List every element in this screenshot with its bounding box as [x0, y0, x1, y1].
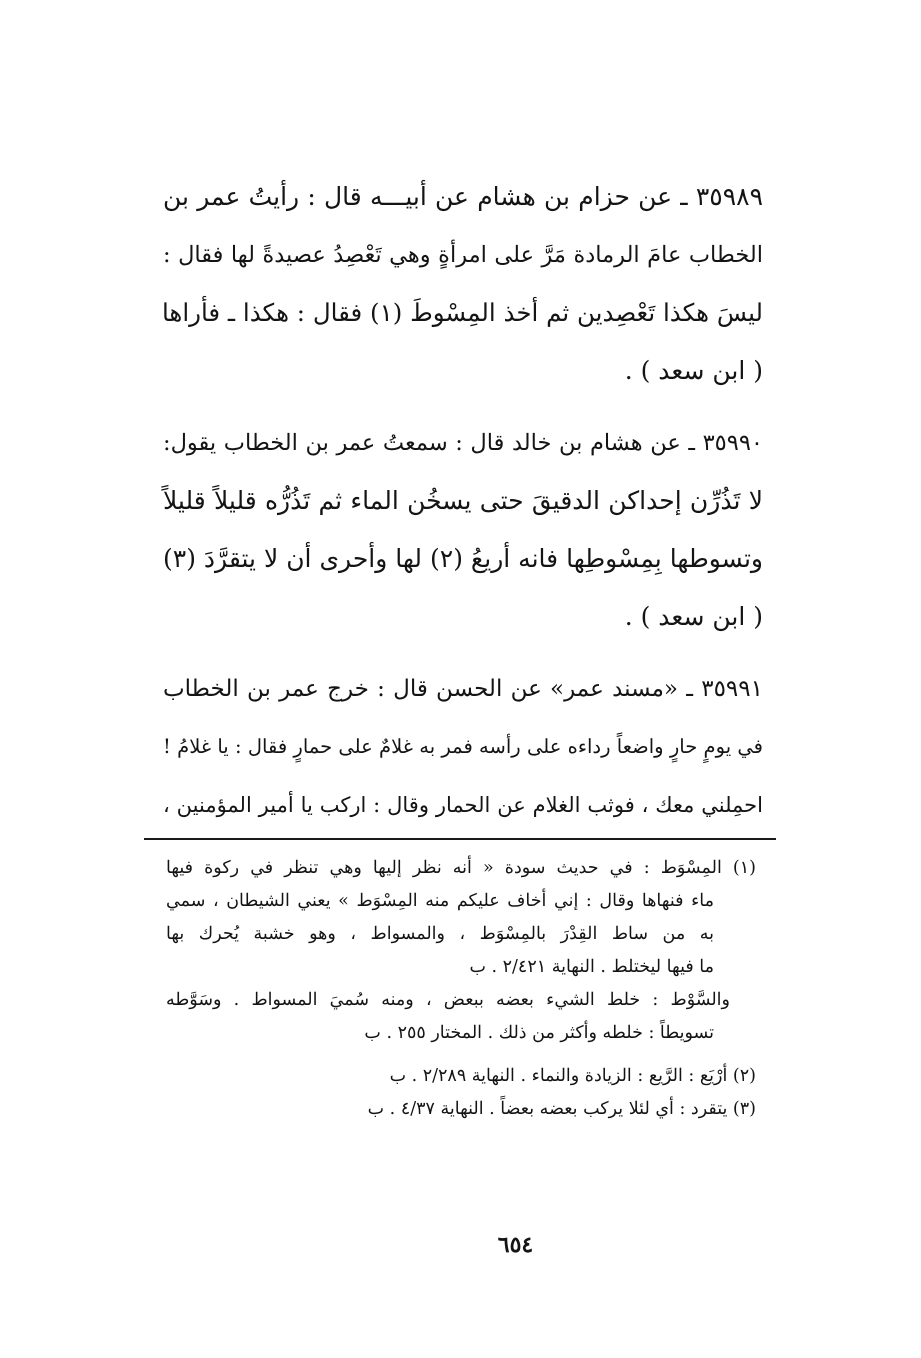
hadith-35989-source: ( ابن سعد ) . — [624, 356, 763, 385]
footnote-2: (٢) أرْيَع : الرَّيع : الزيادة والنماء . النهاية ٢/٢٨٩ . ب — [389, 1066, 756, 1086]
footnote-1-line-1: (١) المِسْوَط : في حديث سودة « أنه نظر إليها وهي تنظر في ركوة فيها — [166, 858, 756, 878]
hadith-35989-line-1: ٣٥٩٨٩ ـ عن حزام بن هشام عن أبيـــه قال : رأيتُ عمر بن — [163, 182, 763, 211]
hadith-35990-source: ( ابن سعد ) . — [624, 602, 763, 631]
hadith-35990-line-1: ٣٥٩٩٠ ـ عن هشام بن خالد قال : سمعتُ عمر بن الخطاب يقول: — [163, 430, 763, 456]
footnote-1-line-3: به من ساط القِدْرَ بالمِسْوَط ، والمسواط ، وهو خشبة يُحرك بها — [166, 924, 714, 944]
footnotes — [166, 852, 756, 1126]
hadith-35989-line-3: ليسَ هكذا تَعْصِدين ثم أخذ المِسْوطَ (١) فقال : هكذا ـ فأراها — [161, 298, 763, 327]
hadith-35991-line-1: ٣٥٩٩١ ـ «مسند عمر» عن الحسن قال : خرج عمر بن الخطاب — [163, 676, 763, 702]
page-number: ٦٥٤ — [497, 1232, 534, 1258]
footnote-1-line-6: تسويطاً : خلطه وأكثر من ذلك . المختار ٢٥٥ . ب — [364, 1023, 714, 1043]
footnote-1-line-5: والسَّوْط : خلط الشيء بعضه ببعض ، ومنه سُميَ المسواط . وسَوَّطه — [166, 990, 730, 1010]
main-text — [163, 168, 763, 834]
hadith-35990-line-2: لا تَذُرِّن إحداكن الدقيقَ حتى يسخُن الماء ثم تَذُرُّه قليلاً قليلاً — [163, 486, 763, 515]
hadith-35990-line-3: وتسوطها بِمِسْوطِها فانه أريعُ (٢) لها وأحرى أن لا يتقرَّدَ (٣) — [163, 544, 763, 573]
footnote-1-line-4: ما فيها ليختلط . النهاية ٢/٤٢١ . ب — [469, 957, 714, 977]
footnote-1-line-2: ماء فنهاها وقال : إني أخاف عليكم منه المِسْوَط » يعني الشيطان ، سمي — [166, 891, 714, 911]
hadith-35989-line-2: الخطاب عامَ الرمادة مَرَّ على امرأةٍ وهي تَعْصِدُ عصيدةً لها فقال : — [163, 242, 763, 268]
footnote-3: (٣) يتقرد : أي لئلا يركب بعضه بعضاً . النهاية ٤/٣٧ . ب — [367, 1099, 756, 1119]
hadith-35991-line-3: احمِلني معك ، فوثب الغلام عن الحمار وقال : اركب يا أمير المؤمنين ، — [163, 793, 763, 817]
footnote-divider — [144, 838, 776, 840]
hadith-35991-line-2: في يومٍ حارٍ واضعاً رداءه على رأسه فمر به غلامٌ على حمارٍ فقال : يا غلامُ ! — [163, 735, 763, 758]
